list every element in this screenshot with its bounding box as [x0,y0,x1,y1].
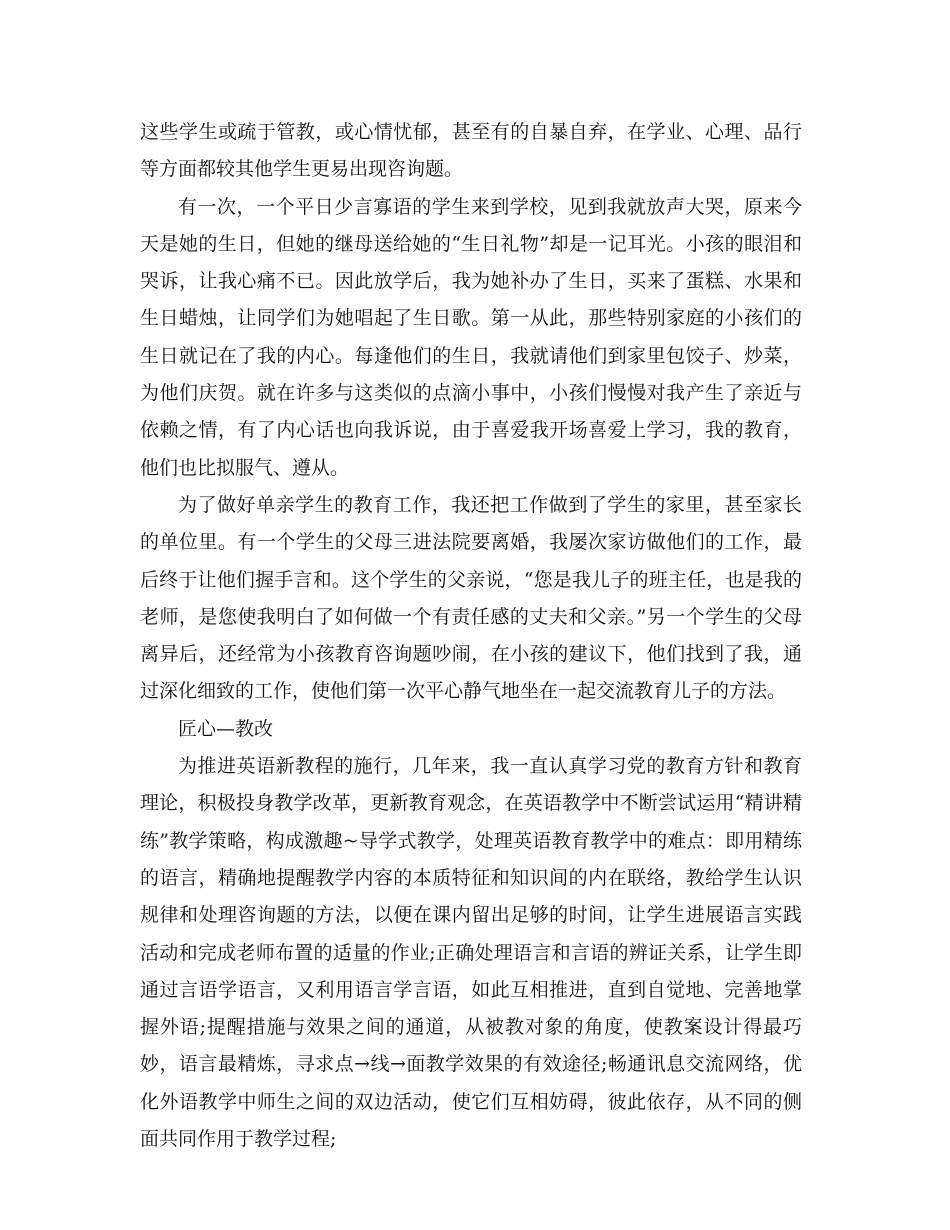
paragraph-birthday-story: 有一次，一个平日少言寡语的学生来到学校，见到我就放声大哭，原来今天是她的生日，但她的继母送给她的“生日礼物”却是一记耳光。小孩的眼泪和哭诉，让我心痛不已。因此放学后，我为她补办了生日，买来了蛋糕、水果和生日蜡烛，让同学们为她唱起了生日歌。第一从此，那些特别家庭的小孩们的生日就记在了我的内心。每逢他们的生日，我就请他们到家里包饺子、炒菜，为他们庆贺。就在许多与这类似的点滴小事中，小孩们慢慢对我产生了亲近与依赖之情，有了内心话也向我诉说，由于喜爱我开场喜爱上学习，我的教育，他们也比拟服气、遵从。 [140,195,802,479]
document-body [140,114,802,1158]
paragraph-home-visits: 为了做好单亲学生的教育工作，我还把工作做到了学生的家里，甚至家长的单位里。有一个学生的父母三进法院要离婚，我屡次家访做他们的工作，最后终于让他们握手言和。这个学生的父亲说，“您是我儿子的班主任，也是我的老师，是您使我明白了如何做一个有责任感的丈夫和父亲。”另一个学生的父母离异后，还经常为小孩教育咨询题吵闹，在小孩的建议下，他们找到了我，通过深化细致的工作，使他们第一次平心静气地坐在一起交流教育儿子的方法。 [140,493,802,703]
paragraph-teaching-reform: 为推进英语新教程的施行，几年来，我一直认真学习党的教育方针和教育理论，积极投身教学改革，更新教育观念，在英语教学中不断尝试运用“精讲精练”教学策略，构成激趣~导学式教学，处理英语教育教学中的难点：即用精练的语言，精确地提醒教学内容的本质特征和知识间的内在联络，教给学生认识规律和处理咨询题的方法，以便在课内留出足够的时间，让学生进展语言实践活动和完成老师布置的适量的作业;正确处理语言和言语的辨证关系，让学生即通过言语学语言，又利用语言学言语，如此互相推进，直到自觉地、完善地掌握外语;提醒措施与效果之间的通道，从被教对象的角度，使教案设计得最巧妙，语言最精炼，寻求点→线→面教学效果的有效途径;畅通讯息交流网络，优化外语教学中师生之间的双边活动，使它们互相妨碍，彼此依存，从不同的侧面共同作用于教学过程; [140,755,802,1151]
section-heading: 匠心—教改 [178,717,274,740]
paragraph-continuation: 这些学生或疏于管教，或心情忧郁，甚至有的自暴自弃，在学业、心理、品行等方面都较其他学生更易出现咨询题。 [140,121,802,181]
